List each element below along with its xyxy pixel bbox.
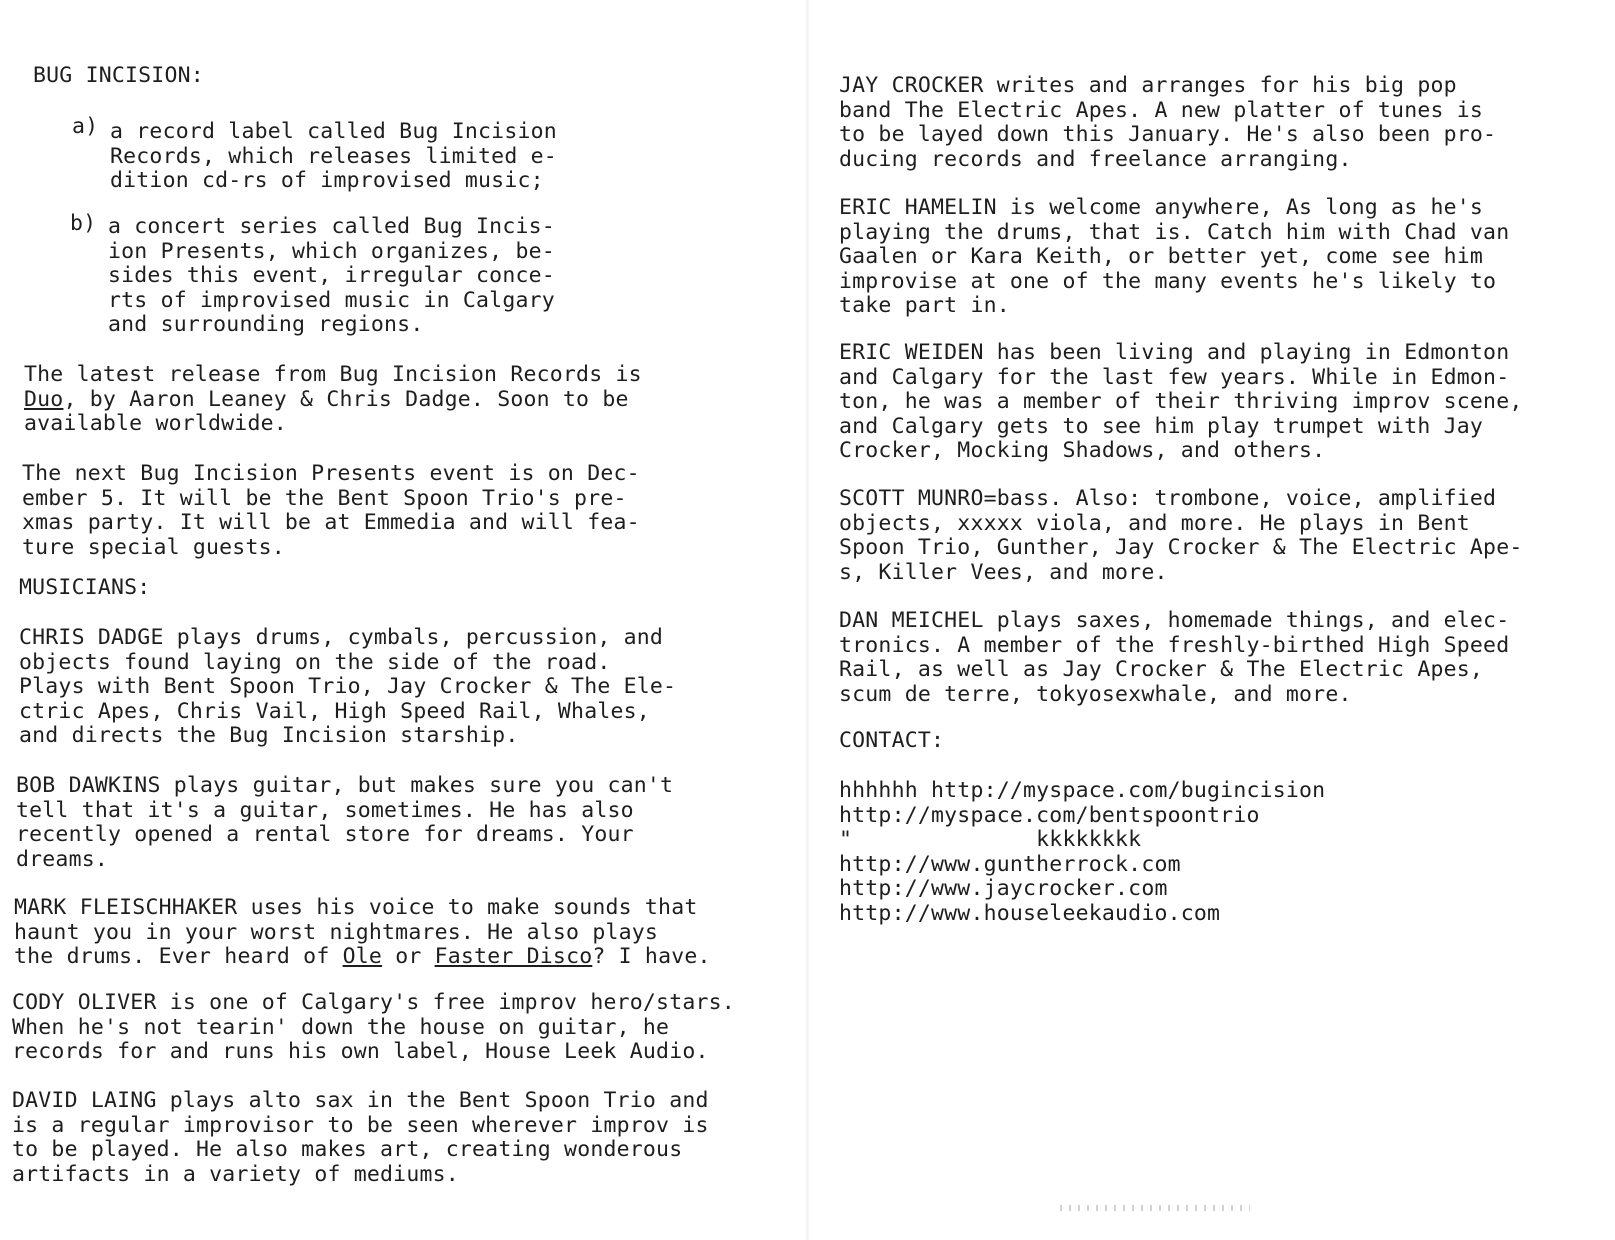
text-line: , by Aaron Leaney & Chris Dadge. Soon to be: [63, 386, 629, 412]
text-line: BOB DAWKINS plays guitar, but makes sure you can't: [16, 773, 674, 798]
text-line: Crocker, Mocking Shadows, and others.: [839, 438, 1326, 463]
text-line: dreams.: [16, 846, 109, 872]
text-line: ton, he was a member of their thriving improv scene,: [839, 389, 1523, 414]
bio-dan-meichel: [839, 609, 1509, 707]
text-line: DAVID LAING plays alto sax in the Bent Spoon Trio and: [12, 1088, 709, 1113]
text-line: to be played. He also makes art, creating wonderous: [12, 1137, 683, 1162]
bio-david-laing: [12, 1089, 709, 1187]
heading-contact: CONTACT:: [839, 728, 945, 753]
text-line: s, Killer Vees, and more.: [839, 559, 1168, 585]
text-line: CHRIS DADGE plays drums, cymbals, percussion, and: [19, 625, 664, 650]
right-page: [808, 0, 1615, 1240]
next-event-paragraph: [22, 462, 640, 560]
text-line: Plays with Bent Spoon Trio, Jay Crocker & The Ele-: [19, 674, 677, 699]
text-line: the drums. Ever heard of: [14, 944, 343, 969]
text-line: artifacts in a variety of mediums.: [12, 1161, 459, 1187]
bio-scott-munro: [839, 487, 1523, 585]
text-line: haunt you in your worst nightmares. He also plays: [14, 919, 659, 945]
item-b-line: and surrounding regions.: [108, 312, 424, 337]
text-line: ctric Apes, Chris Vail, High Speed Rail, Whales,: [19, 698, 650, 724]
item-b-marker: b): [70, 211, 97, 236]
bio-cody-oliver: [12, 991, 735, 1065]
item-a-line: a record label called Bug Incision: [110, 119, 557, 144]
contact-line: http://myspace.com/bentspoontrio: [839, 802, 1260, 828]
text-line: ember 5. It will be the Bent Spoon Trio's pre-: [22, 485, 627, 511]
paper-speckle: [1060, 1205, 1250, 1211]
ole-title: Ole: [342, 944, 383, 969]
bio-eric-hamelin: [839, 196, 1509, 319]
text-line: is a regular improvisor to be seen wherever improv is: [12, 1112, 709, 1138]
text-line: DAN MEICHEL plays saxes, homemade things, and elec-: [839, 608, 1510, 633]
text-line: The next Bug Incision Presents event is on Dec-: [22, 461, 640, 486]
text-line: ? I have.: [592, 944, 711, 969]
text-line: band The Electric Apes. A new platter of tunes is: [839, 97, 1484, 123]
item-b-text: [108, 215, 555, 338]
text-line: Rail, as well as Jay Crocker & The Electric Apes,: [839, 657, 1484, 682]
text-line: or: [382, 944, 435, 969]
text-line: improvise at one of the many events he's likely to: [839, 268, 1497, 294]
text-line: ducing records and freelance arranging.: [839, 146, 1352, 172]
contact-line: " kkkkkkkk: [839, 827, 1142, 852]
bio-eric-weiden: [839, 341, 1523, 464]
text-line: ERIC HAMELIN is welcome anywhere, As long as he's: [839, 195, 1484, 220]
bio-mark-fleischhaker: [14, 896, 711, 970]
duo-title: Duo: [24, 386, 64, 412]
bio-chris-dadge: [19, 626, 676, 749]
text-line: playing the drums, that is. Catch him with Chad van: [839, 219, 1510, 245]
text-line: tell that it's a guitar, sometimes. He has also: [16, 797, 634, 823]
text-line: xmas party. It will be at Emmedia and will fea-: [22, 510, 640, 535]
text-line: available worldwide.: [24, 411, 287, 436]
text-line: scum de terre, tokyosexwhale, and more.: [839, 681, 1352, 707]
text-line: recently opened a rental store for dreams. Your: [16, 822, 634, 847]
contact-list: [839, 779, 1325, 926]
contact-line: http://www.guntherrock.com: [839, 851, 1181, 877]
text-line: tronics. A member of the freshly-birthed High Speed: [839, 632, 1510, 658]
text-line: Spoon Trio, Gunther, Jay Crocker & The Electric Ape-: [839, 535, 1523, 560]
latest-release-paragraph: [24, 363, 642, 437]
item-a-marker: a): [72, 114, 99, 139]
text-line: to be layed down this January. He's also been pro-: [839, 122, 1497, 147]
text-line: records for and runs his own label, House Leek Audio.: [12, 1039, 709, 1064]
text-line: MARK FLEISCHHAKER uses his voice to make sounds that: [14, 895, 698, 920]
text-line: and Calgary for the last few years. While in Edmon-: [839, 364, 1510, 390]
item-b-line: a concert series called Bug Incis-: [108, 214, 555, 239]
text-line: and Calgary gets to see him play trumpet with Jay: [839, 413, 1484, 439]
text-line: objects, xxxxx viola, and more. He plays in Bent: [839, 510, 1470, 536]
contact-line: hhhhhh http://myspace.com/bugincision: [839, 778, 1326, 803]
text-line: Gaalen or Kara Keith, or better yet, come see him: [839, 244, 1484, 269]
text-line: and directs the Bug Incision starship.: [19, 723, 519, 748]
faster-disco-title: Faster Disco: [434, 944, 593, 969]
text-line: SCOTT MUNRO=bass. Also: trombone, voice, amplified: [839, 486, 1497, 511]
contact-line: http://www.houseleekaudio.com: [839, 900, 1221, 926]
text-line: The latest release from Bug Incision Records is: [24, 362, 642, 387]
item-a-text: [110, 120, 557, 194]
text-line: take part in.: [839, 293, 1010, 318]
heading-musicians: MUSICIANS:: [19, 575, 151, 600]
item-a-line: dition cd-rs of improvised music;: [110, 168, 544, 193]
bio-bob-dawkins: [16, 774, 673, 872]
text-line: ture special guests.: [22, 534, 285, 560]
text-line: JAY CROCKER writes and arranges for his big pop: [839, 73, 1457, 98]
bio-jay-crocker: [839, 74, 1496, 172]
item-a-line: Records, which releases limited e-: [110, 143, 557, 169]
text-line: objects found laying on the side of the road.: [19, 649, 611, 675]
item-b-line: ion Presents, which organizes, be-: [108, 238, 555, 264]
item-b-line: rts of improvised music in Calgary: [108, 287, 555, 313]
text-line: When he's not tearin' down the house on guitar, he: [12, 1014, 670, 1040]
text-line: ERIC WEIDEN has been living and playing in Edmonton: [839, 340, 1510, 365]
heading-bug-incision: BUG INCISION:: [33, 63, 204, 88]
text-line: CODY OLIVER is one of Calgary's free improv hero/stars.: [12, 990, 735, 1015]
contact-line: http://www.jaycrocker.com: [839, 876, 1168, 901]
item-b-line: sides this event, irregular conce-: [108, 263, 555, 288]
